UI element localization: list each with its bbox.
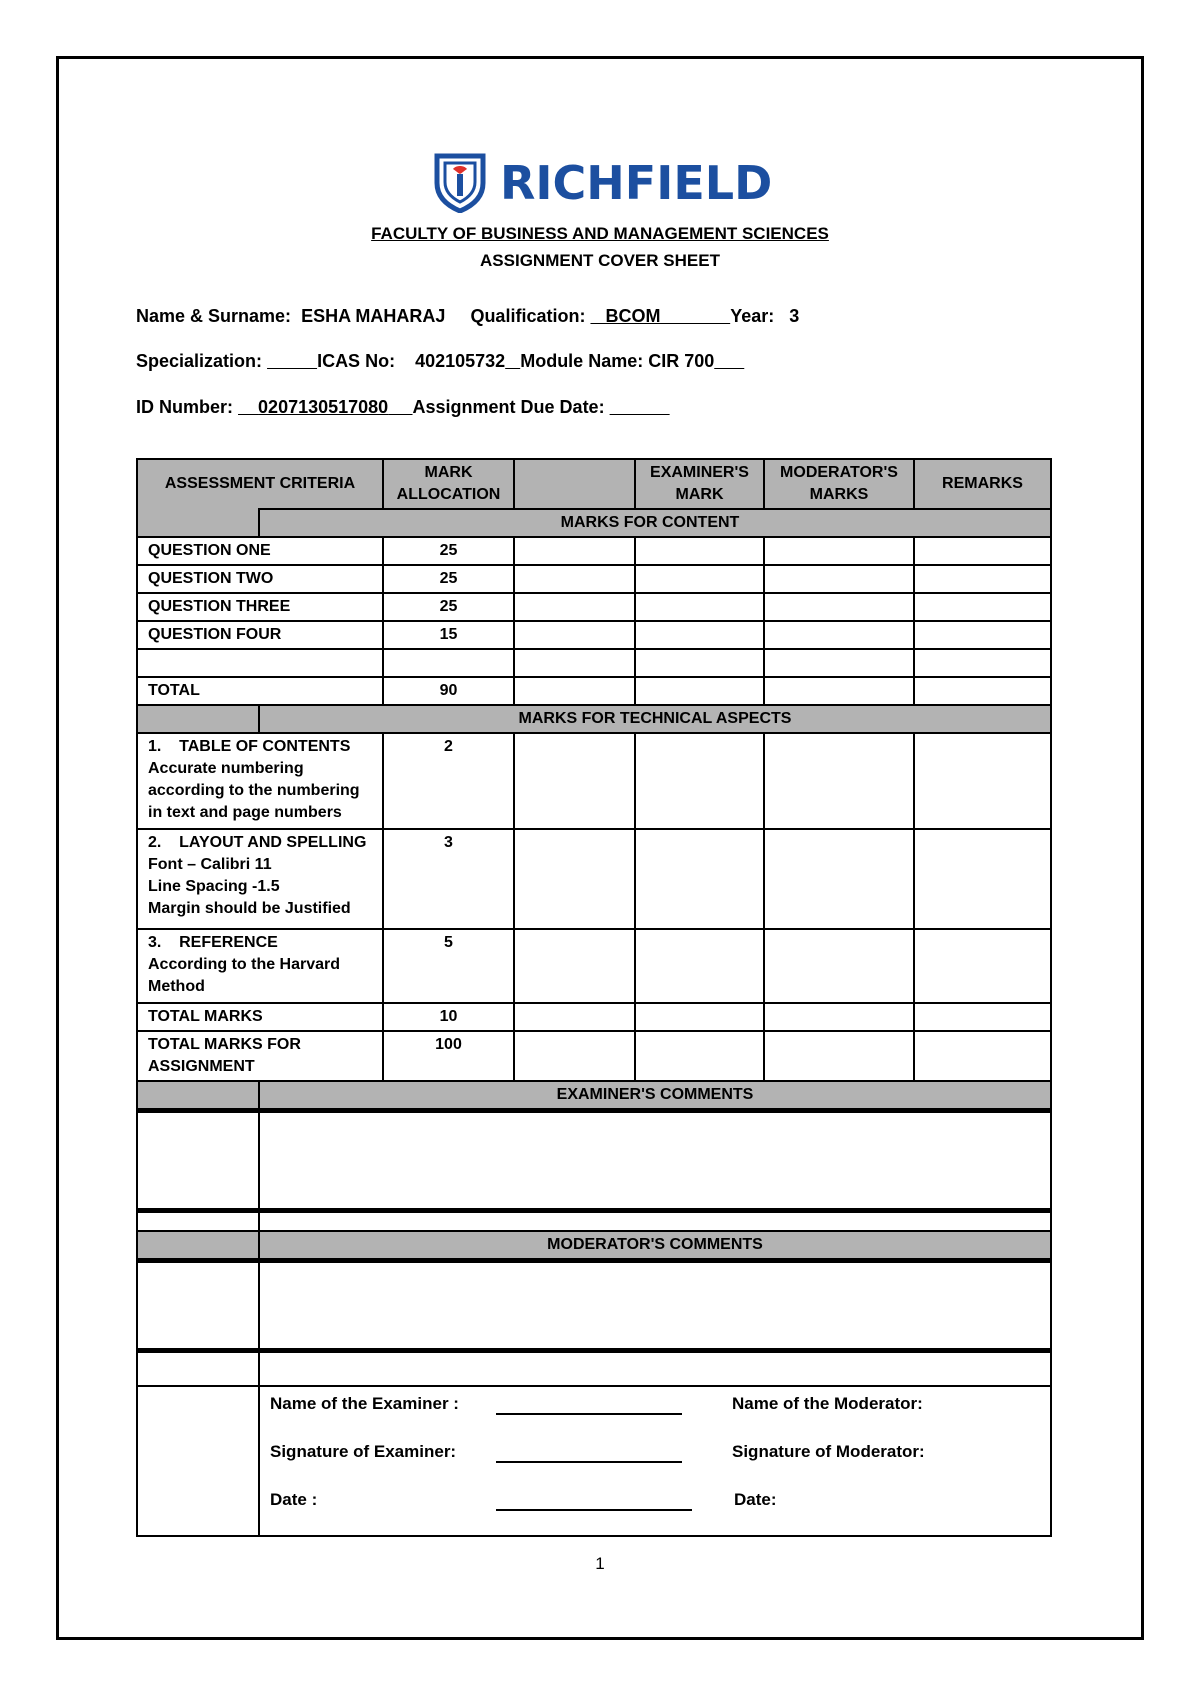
table-row-empty (137, 649, 1051, 677)
page-number: 1 (595, 1554, 605, 1573)
mark-cell: 3 (383, 829, 514, 929)
total-assignment-row (137, 1031, 1051, 1081)
mark-cell: 2 (383, 733, 514, 829)
header-examiner: EXAMINER'S MARK (635, 459, 764, 509)
year-value: 3 (789, 306, 800, 326)
examiner-signature-label: Signature of Examiner: (270, 1442, 457, 1461)
criteria-cell: QUESTION THREE (137, 593, 383, 621)
header-remarks: REMARKS (914, 459, 1051, 509)
date-row (270, 1463, 1040, 1511)
table-row (137, 733, 1051, 829)
student-info-line-3 (136, 397, 670, 418)
total-marks-value: 10 (383, 1003, 514, 1031)
table-header-row (137, 459, 1051, 509)
moderator-comments-header (137, 1231, 1051, 1261)
total-assignment-value: 100 (383, 1031, 514, 1081)
logo-text: RICHFIELD (500, 156, 773, 210)
header-criteria: ASSESSMENT CRITERIA (137, 459, 383, 509)
examiner-comments-title: EXAMINER'S COMMENTS (259, 1081, 1051, 1111)
examiner-signature-row (270, 1415, 1040, 1463)
header-blank (514, 459, 635, 509)
module-label: Module Name: CIR 700 (520, 351, 715, 371)
student-info-line-2 (136, 351, 744, 372)
section-content-title: MARKS FOR CONTENT (259, 509, 1051, 537)
id-label: ID Number: (136, 397, 234, 417)
examiner-signature-line (496, 1439, 682, 1463)
table-row (137, 565, 1051, 593)
moderator-comments-area (137, 1260, 1051, 1350)
criteria-cell: 1. TABLE OF CONTENTS Accurate numbering according to the numbering in text and page numbers (137, 733, 383, 829)
total-label: TOTAL (137, 677, 383, 705)
mark-cell: 25 (383, 593, 514, 621)
mark-cell: 5 (383, 929, 514, 1003)
criteria-cell: 2. LAYOUT AND SPELLING Font – Calibri 11 Line Spacing -1.5 Margin should be Justified (137, 829, 383, 929)
mark-cell: 15 (383, 621, 514, 649)
due-date-blank (610, 397, 670, 417)
examiner-date-label: Date : (270, 1490, 318, 1509)
assessment-table (136, 458, 1052, 1537)
year-label: Year: (730, 306, 775, 326)
mark-cell: 25 (383, 537, 514, 565)
moderator-comments-title: MODERATOR'S COMMENTS (259, 1231, 1051, 1261)
criteria-cell: QUESTION TWO (137, 565, 383, 593)
total-marks-row (137, 1003, 1051, 1031)
table-row (137, 829, 1051, 929)
total-marks-label: TOTAL MARKS (137, 1003, 383, 1031)
name-value: ESHA MAHARAJ (301, 306, 446, 326)
examiner-comments-box (259, 1111, 1051, 1211)
examiner-comments-header (137, 1081, 1051, 1111)
examiner-name-row (270, 1387, 1040, 1415)
moderator-date-label: Date: (734, 1490, 777, 1509)
icas-value: 402105732 (415, 351, 506, 371)
total-mark: 90 (383, 677, 514, 705)
table-row (137, 593, 1051, 621)
qualification-value: BCOM (605, 306, 661, 326)
id-value: 0207130517080 (258, 397, 389, 417)
table-row (137, 929, 1051, 1003)
examiner-name-label: Name of the Examiner : (270, 1394, 459, 1413)
section-content (137, 509, 1051, 537)
header-moderator: MODERATOR'S MARKS (764, 459, 914, 509)
moderator-name-label: Name of the Moderator: (732, 1394, 923, 1413)
examiner-comments-area (137, 1111, 1051, 1211)
table-row (137, 537, 1051, 565)
section-technical-title: MARKS FOR TECHNICAL ASPECTS (259, 705, 1051, 733)
examiner-name-line (496, 1391, 682, 1415)
total-row (137, 677, 1051, 705)
header-allocation: MARK ALLOCATION (383, 459, 514, 509)
total-assignment-label: TOTAL MARKS FOR ASSIGNMENT (137, 1031, 383, 1081)
criteria-cell: QUESTION ONE (137, 537, 383, 565)
table-row (137, 621, 1051, 649)
faculty-title: FACULTY OF BUSINESS AND MANAGEMENT SCIENCES (371, 224, 829, 243)
criteria-cell: 3. REFERENCE According to the Harvard Method (137, 929, 383, 1003)
student-info-line-1 (136, 306, 799, 327)
qualification-label: Qualification: (470, 306, 586, 326)
spacer-row (137, 1211, 1051, 1231)
icas-label: ICAS No: (317, 351, 396, 371)
due-date-label: Assignment Due Date: (412, 397, 605, 417)
richfield-logo (434, 153, 772, 213)
spacer-row (137, 1350, 1051, 1386)
moderator-signature-label: Signature of Moderator: (732, 1442, 925, 1461)
mark-cell: 25 (383, 565, 514, 593)
page-title: ASSIGNMENT COVER SHEET (480, 251, 720, 270)
specialization-blank (267, 351, 317, 371)
section-technical (137, 705, 1051, 733)
moderator-comments-box (259, 1260, 1051, 1350)
specialization-label: Specialization: (136, 351, 263, 371)
shield-torch-icon (434, 153, 486, 213)
examiner-date-line (496, 1487, 692, 1511)
name-label: Name & Surname: (136, 306, 292, 326)
criteria-cell: QUESTION FOUR (137, 621, 383, 649)
signature-block (137, 1386, 1051, 1536)
